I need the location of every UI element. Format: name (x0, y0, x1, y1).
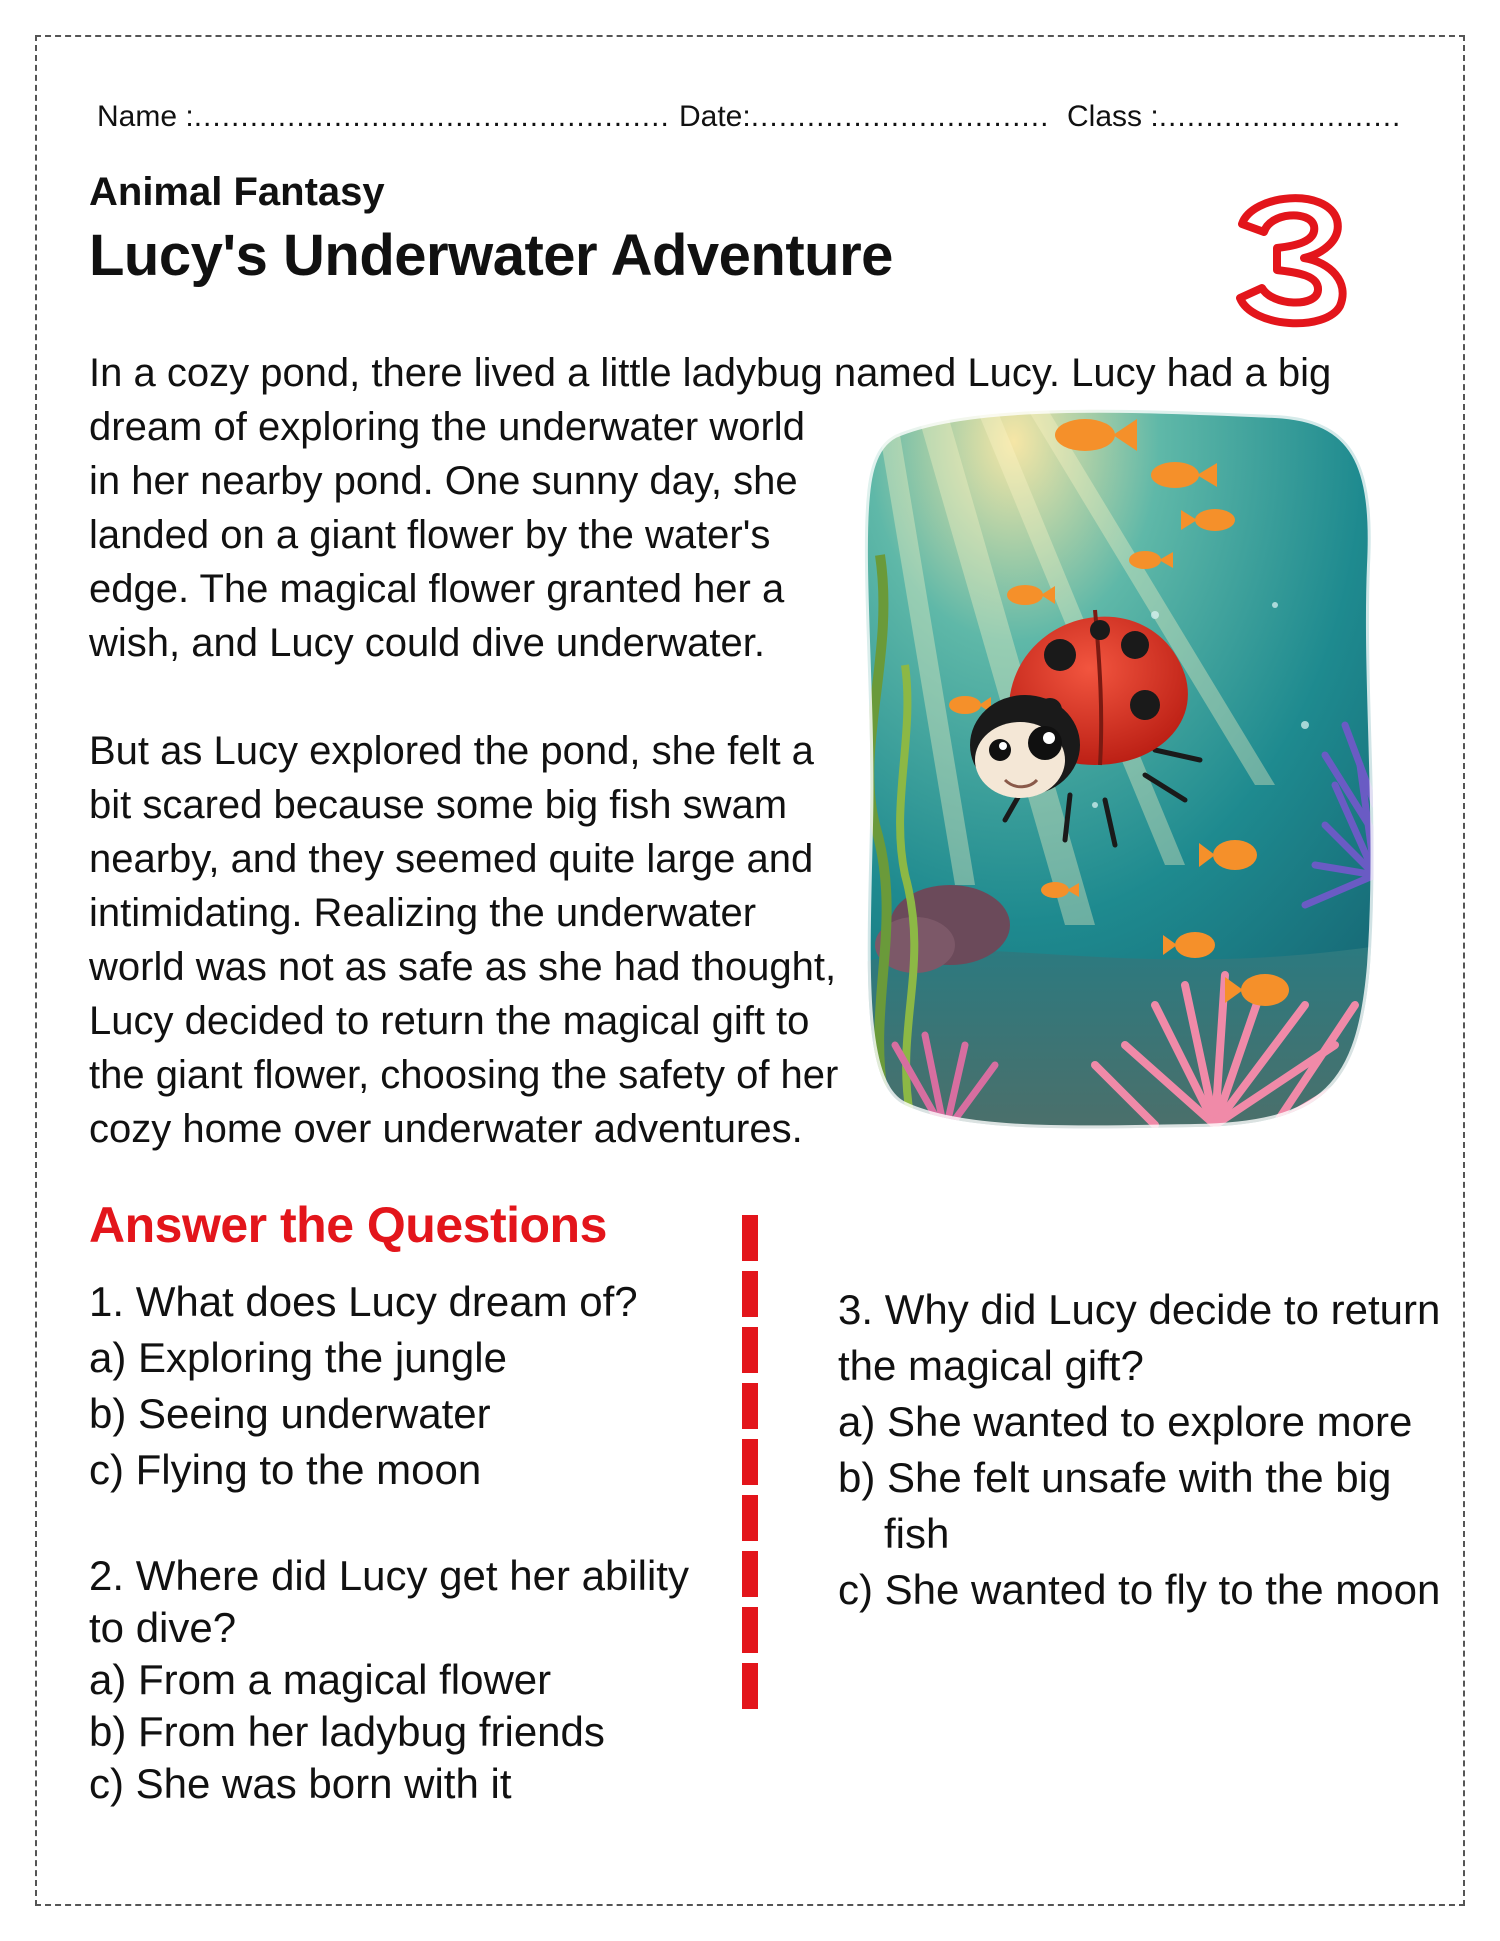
question-1-text: 1. What does Lucy dream of? (89, 1278, 638, 1325)
story-line: in her nearby pond. One sunny day, she (89, 459, 798, 503)
question-3-option-b-line1[interactable]: b) She felt unsafe with the big (838, 1454, 1392, 1501)
question-3-text-line1: 3. Why did Lucy decide to return (838, 1286, 1441, 1333)
question-2-text-line1: 2. Where did Lucy get her ability (89, 1552, 689, 1599)
question-3-text-line2: the magical gift? (838, 1342, 1144, 1389)
class-label: Class : (1067, 100, 1159, 133)
question-1-option-c[interactable]: c) Flying to the moon (89, 1446, 482, 1493)
story-line: bit scared because some big fish swam (89, 783, 788, 827)
story-line: dream of exploring the underwater world (89, 405, 805, 449)
column-divider (742, 1215, 758, 1745)
question-3-option-c[interactable]: c) She wanted to fly to the moon (838, 1566, 1441, 1613)
story-line: cozy home over underwater adventures. (89, 1107, 803, 1151)
question-3-option-a[interactable]: a) She wanted to explore more (838, 1398, 1413, 1445)
story-line: landed on a giant flower by the water's (89, 513, 771, 557)
name-label: Name : (97, 100, 194, 133)
class-blank[interactable]: .......................... (1158, 100, 1402, 133)
question-1-option-b[interactable]: b) Seeing underwater (89, 1390, 491, 1437)
questions-right-column (838, 1282, 1440, 1618)
genre-label: Animal Fantasy (89, 170, 385, 214)
questions-left-column (89, 1274, 689, 1810)
question-2-option-c[interactable]: c) She was born with it (89, 1760, 512, 1807)
story-line: edge. The magical flower granted her a (89, 567, 785, 611)
date-field[interactable] (679, 100, 1049, 134)
ladybug-underwater-illustration (855, 405, 1385, 1133)
story-line: nearby, and they seemed quite large and (89, 837, 814, 881)
story-line: But as Lucy explored the pond, she felt a (89, 729, 814, 773)
story-line: the giant flower, choosing the safety of her (89, 1053, 839, 1097)
story-line: In a cozy pond, there lived a little ladybug named Lucy. Lucy had a big (89, 351, 1332, 395)
question-2-option-a[interactable]: a) From a magical flower (89, 1656, 552, 1703)
question-3-option-b-line2[interactable]: fish (884, 1510, 950, 1557)
name-field[interactable] (97, 100, 670, 134)
story-line: wish, and Lucy could dive underwater. (89, 621, 765, 665)
question-1-option-a[interactable]: a) Exploring the jungle (89, 1334, 507, 1381)
student-info-line (97, 100, 1417, 140)
date-label: Date: (679, 100, 751, 133)
question-2-text-line2: to dive? (89, 1604, 237, 1651)
story-title: Lucy's Underwater Adventure (89, 223, 893, 288)
class-field[interactable] (1067, 100, 1401, 134)
question-2-option-b[interactable]: b) From her ladybug friends (89, 1708, 605, 1755)
date-blank[interactable]: ................................ (750, 100, 1050, 133)
story-line: intimidating. Realizing the underwater (89, 891, 757, 935)
name-blank[interactable]: ................................................... (193, 100, 670, 133)
questions-heading: Answer the Questions (89, 1197, 607, 1253)
story-line: Lucy decided to return the magical gift to (89, 999, 810, 1043)
grade-number-badge (1222, 182, 1362, 332)
story-line: world was not as safe as she had thought, (89, 945, 837, 989)
